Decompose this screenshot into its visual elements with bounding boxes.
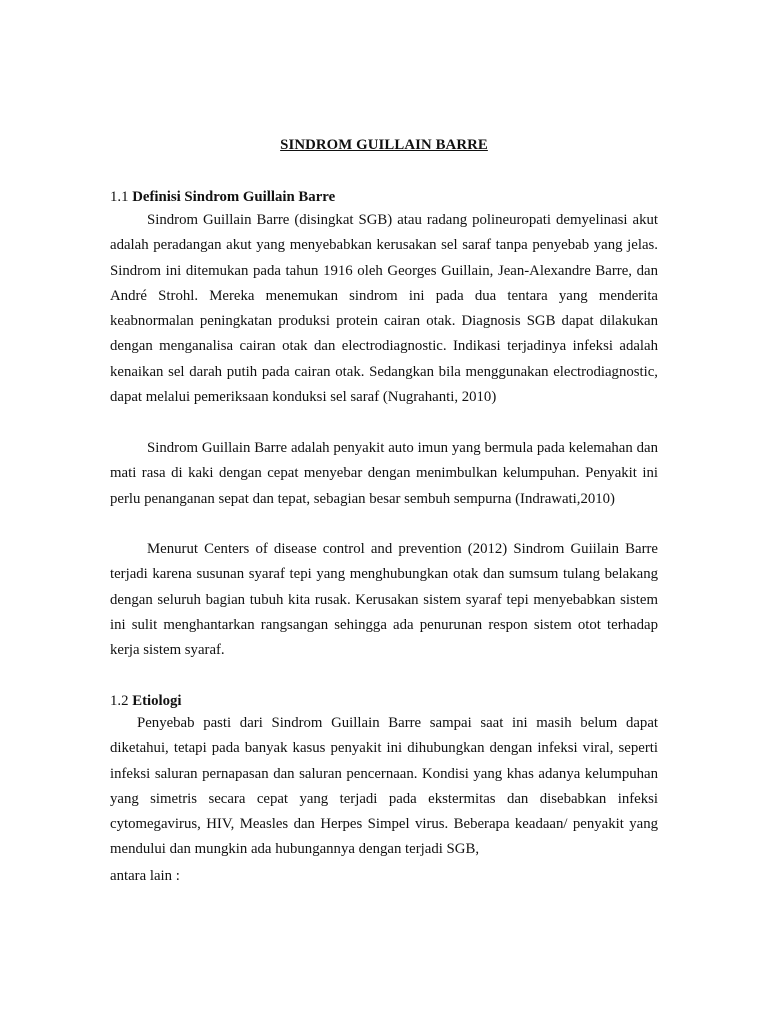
trailing-line: antara lain :: [110, 868, 180, 884]
paragraph-etiologi-1: Penyebab pasti dari Sindrom Guillain Barre sampai saat ini masih belum dapat diketahui, tetapi pada banyak kasus penyakit ini dihubungkan dengan infeksi viral, seperti infeksi saluran pernapasan dan saluran pencernaan. Kondisi yang khas adanya kelumpuhan yang simetris secara cepat yang terjadi pada ekstermitas dan disebabkan infeksi cytomegavirus, HIV, Measles dan Herpes Simpel virus. Beberapa keadaan/ penyakit yang mendului dan mungkin ada hubungannya dengan terjadi SGB,: [110, 715, 658, 858]
paragraph-definisi-1: Sindrom Guillain Barre (disingkat SGB) atau radang polineuropati demyelinasi akut adalah peradangan akut yang menyebabkan kerusakan sel saraf tanpa penyebab yang jelas. Sindrom ini ditemukan pada tahun 1916 oleh Georges Guillain, Jean-Alexandre Barre, dan André Strohl. Mereka menemukan sindrom ini pada dua tentara yang menderita keabnormalan peningkatan produksi protein cairan otak. Diagnosis SGB dapat dilakukan dengan menganalisa cairan otak dan electrodiagnostic. Indikasi terjadinya infeksi adalah kenaikan sel darah putih pada cairan otak. Sedangkan bila menggunakan electrodiagnostic, dapat melalui pemeriksaan konduksi sel saraf (Nugrahanti, 2010): [110, 212, 658, 406]
section-title: Definisi Sindrom Guillain Barre: [132, 189, 336, 205]
section-number: 1.2: [110, 693, 129, 709]
section-heading-definisi: [110, 189, 335, 206]
section-number: 1.1: [110, 189, 129, 205]
paragraph-definisi-3: Menurut Centers of disease control and prevention (2012) Sindrom Guiilain Barre terjadi karena susunan syaraf tepi yang menghubungkan otak dan sumsum tulang belakang dengan seluruh bagian tubuh kita rusak. Kerusakan sistem syaraf tepi menyebabkan sistem ini sulit menghantarkan rangsangan sehingga ada penurunan respon sistem otot terhadap kerja sistem syaraf.: [110, 541, 658, 659]
section-heading-etiologi: [110, 693, 182, 710]
section-title: Etiologi: [132, 693, 182, 709]
document-title: SINDROM GUILLAIN BARRE: [280, 137, 488, 153]
paragraph-definisi-2: Sindrom Guillain Barre adalah penyakit auto imun yang bermula pada kelemahan dan mati rasa di kaki dengan cepat menyebar dengan menimbulkan kelumpuhan. Penyakit ini perlu penanganan sepat dan tepat, sebagian besar sembuh sempurna (Indrawati,2010): [110, 440, 658, 507]
